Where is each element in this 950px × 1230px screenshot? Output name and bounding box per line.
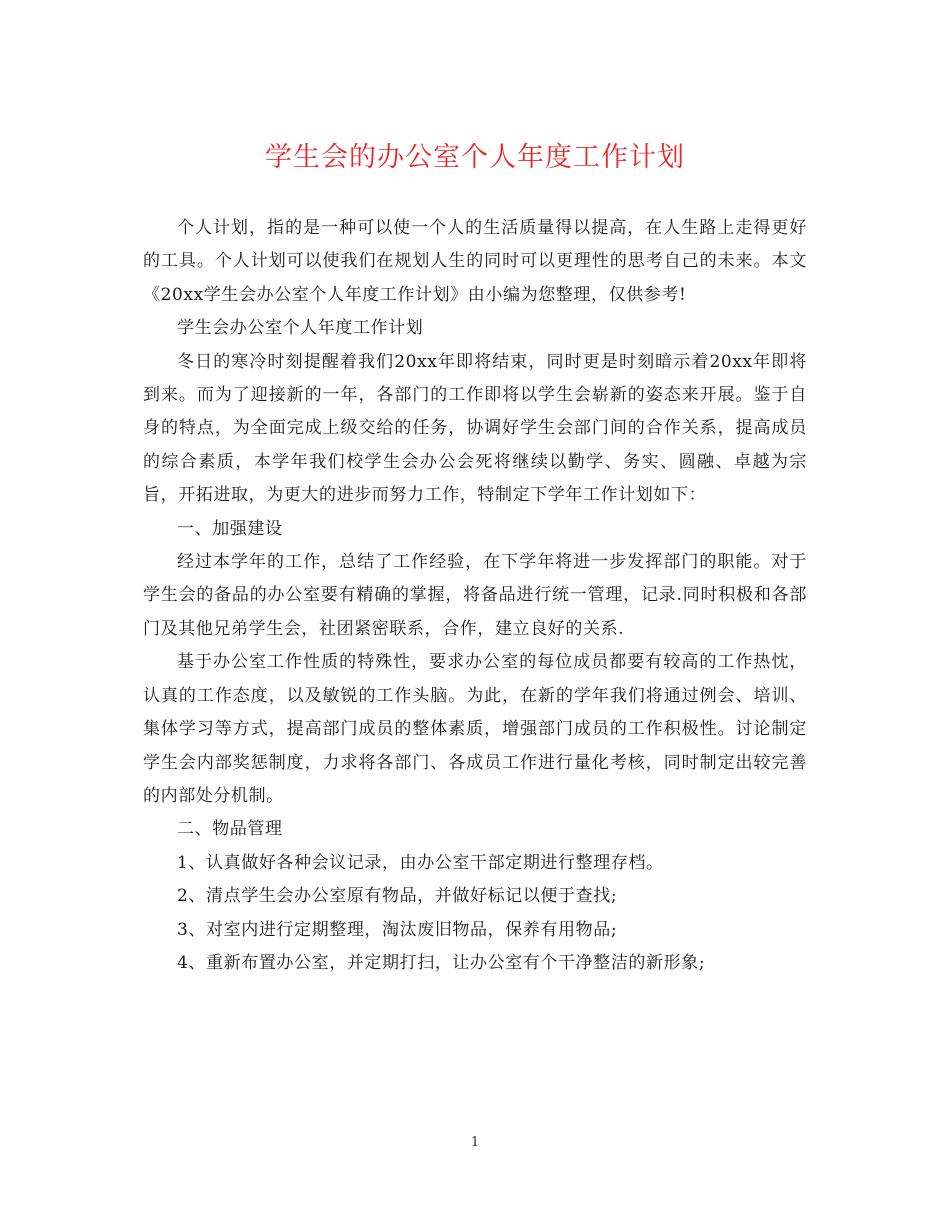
section-heading-1: 一、加强建设 (177, 518, 283, 539)
list-item-3: 3、对室内进行定期整理，淘汰废旧物品，保养有用物品; (177, 919, 618, 940)
page-number: 1 (470, 1135, 480, 1150)
section-heading-2: 二、物品管理 (177, 819, 283, 840)
document-body (143, 212, 807, 980)
document-title: 学生会的办公室个人年度工作计划 (265, 142, 685, 173)
list-item-1: 1、认真做好各种会议记录，由办公室干部定期进行整理存档。 (177, 852, 664, 873)
paragraph-subtitle: 学生会办公室个人年度工作计划 (177, 318, 424, 339)
paragraph-preface: 冬日的寒冷时刻提醒着我们20xx年即将结束，同时更是时刻暗示着20xx年即将到来。而为了迎接新的一年，各部门的工作即将以学生会崭新的姿态来开展。鉴于自身的特点，为全面完成上级交给的任务，协调好学生会部门间的合作关系，提高成员的综合素质，本学年我们校学生会办公会死将继续以勤学、务实、圆融、卓越为宗旨，开拓进取，为更大的进步而努力工作，特制定下学年工作计划如下： (143, 351, 807, 506)
paragraph-construction: 经过本学年的工作，总结了工作经验，在下学年将进一步发挥部门的职能。对于学生会的备品的办公室要有精确的掌握，将备品进行统一管理，记录.同时积极和各部门及其他兄弟学生会，社团紧密联系，合作，建立良好的关系. (143, 552, 807, 639)
list-item-4: 4、重新布置办公室，并定期打扫，让办公室有个干净整洁的新形象; (177, 952, 706, 973)
list-item-2: 2、清点学生会办公室原有物品，并做好标记以便于查找; (177, 886, 618, 907)
paragraph-office-work: 基于办公室工作性质的特殊性，要求办公室的每位成员都要有较高的工作热忱，认真的工作态度，以及敏锐的工作头脑。为此，在新的学年我们将通过例会、培训、集体学习等方式，提高部门成员的整体素质，增强部门成员的工作积极性。讨论制定学生会内部奖惩制度，力求将各部门、各成员工作进行量化考核，同时制定出较完善的内部处分机制。 (143, 652, 807, 806)
paragraph-intro: 个人计划，指的是一种可以使一个人的生活质量得以提高，在人生路上走得更好的工具。个人计划可以使我们在规划人生的同时可以更理性的思考自己的未来。本文《20xx学生会办公室个人年度工作计划》由小编为您整理，仅供参考! (143, 218, 807, 305)
